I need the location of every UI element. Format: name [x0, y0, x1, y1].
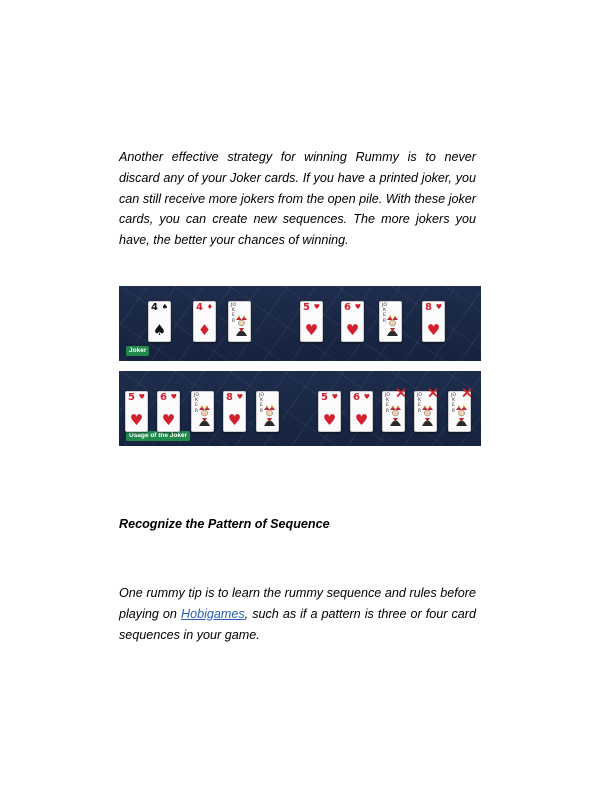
card-rank: 6 — [160, 392, 167, 403]
suit-icon: ♥ — [345, 321, 360, 339]
suit-icon: ♥ — [426, 321, 441, 339]
card-rank: 5 — [321, 392, 328, 403]
card-rank: JOKER — [451, 393, 456, 414]
joker-card — [379, 301, 402, 342]
jester-icon — [386, 315, 399, 337]
suit-pip-icon: ♥ — [313, 303, 320, 311]
intro-paragraph: Another effective strategy for winning Rummy is to never discard any of your Joker cards. If you have a printed joker, you can still receive more jokers from the open pile. With these joker cards, you can create new sequences. The more jokers you have, the better your chances of winning. — [119, 150, 476, 248]
joker-card — [228, 301, 251, 342]
card-rank: 4 — [151, 302, 158, 313]
joker-card — [256, 391, 279, 432]
playing-card — [193, 301, 216, 342]
card-rank: JOKER — [259, 393, 264, 414]
suit-icon: ♥ — [227, 411, 242, 429]
playing-card — [125, 391, 148, 432]
jester-icon — [421, 405, 434, 427]
suit-pip-icon: ♥ — [354, 303, 361, 311]
playing-card — [157, 391, 180, 432]
jester-icon — [389, 405, 402, 427]
suit-pip-icon: ♥ — [138, 393, 145, 401]
card-rank: 8 — [425, 302, 432, 313]
card-rank: 5 — [128, 392, 135, 403]
hobigames-link[interactable]: Hobigames — [180, 606, 245, 621]
suit-icon: ♦ — [197, 321, 212, 339]
joker-figure-panel — [119, 286, 481, 361]
card-rank: JOKER — [231, 303, 236, 324]
suit-pip-icon: ♥ — [170, 393, 177, 401]
suit-pip-icon: ♥ — [236, 393, 243, 401]
card-rank: JOKER — [194, 393, 199, 414]
suit-pip-icon: ♥ — [331, 393, 338, 401]
suit-icon: ♥ — [322, 411, 337, 429]
suit-pip-icon: ♥ — [435, 303, 442, 311]
sequence-tip-paragraph — [119, 583, 476, 645]
card-rank: 6 — [353, 392, 360, 403]
tip-text-end: , such as if a pattern is three or four card sequences in your game. — [119, 606, 476, 642]
section-heading: Recognize the Pattern of Sequence — [119, 517, 330, 531]
card-rank: JOKER — [385, 393, 390, 414]
cross-mark-icon: ✕ — [460, 384, 474, 402]
joker-badge: Joker — [126, 346, 149, 356]
playing-card — [350, 391, 373, 432]
suit-icon: ♥ — [129, 411, 144, 429]
suit-icon: ♠ — [152, 321, 167, 339]
card-rank: JOKER — [417, 393, 422, 414]
jester-icon — [198, 405, 211, 427]
tip-text-start: One rummy tip is to learn the rummy sequence and rules before playing on — [119, 586, 476, 621]
jester-icon — [455, 405, 468, 427]
playing-card — [318, 391, 341, 432]
card-rank: JOKER — [382, 303, 387, 324]
suit-icon: ♥ — [304, 321, 319, 339]
playing-card — [223, 391, 246, 432]
joker-card — [191, 391, 214, 432]
card-rank: 8 — [226, 392, 233, 403]
suit-icon: ♥ — [161, 411, 176, 429]
suit-pip-icon: ♥ — [363, 393, 370, 401]
playing-card — [422, 301, 445, 342]
playing-card — [148, 301, 171, 342]
joker-usage-figure-panel — [119, 371, 481, 446]
playing-card — [341, 301, 364, 342]
suit-pip-icon: ♠ — [161, 303, 168, 311]
suit-icon: ♥ — [354, 411, 369, 429]
card-rank: 6 — [344, 302, 351, 313]
playing-card — [300, 301, 323, 342]
jester-icon — [235, 315, 248, 337]
jester-icon — [263, 405, 276, 427]
usage-of-joker-badge: Usage of the Joker — [126, 431, 190, 441]
card-rank: 4 — [196, 302, 203, 313]
card-rank: 5 — [303, 302, 310, 313]
cross-mark-icon: ✕ — [426, 384, 440, 402]
suit-pip-icon: ♦ — [206, 303, 213, 311]
cross-mark-icon: ✕ — [394, 384, 408, 402]
